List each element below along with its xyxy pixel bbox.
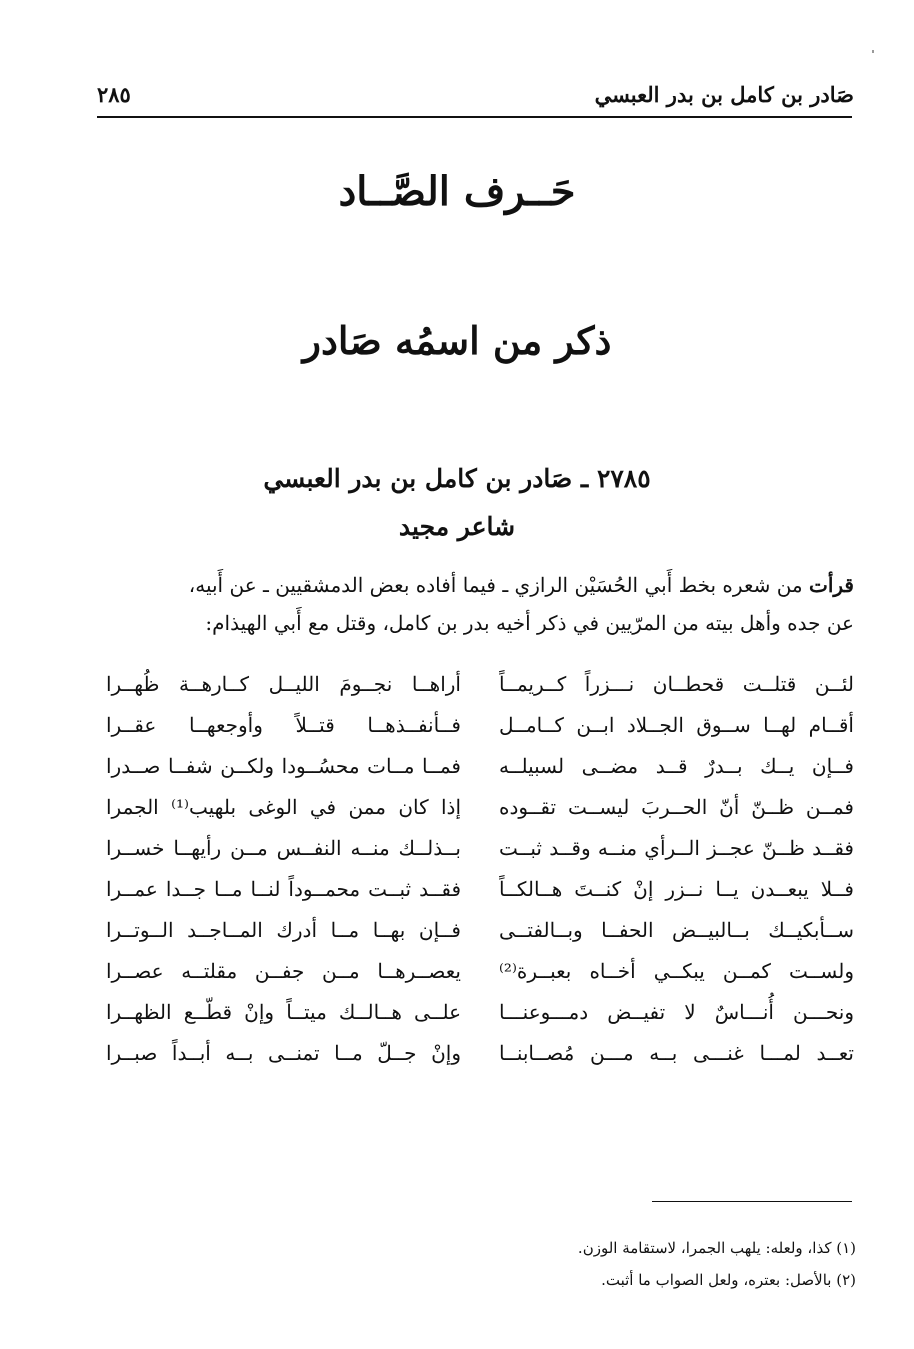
poem-verse-left: فــإن بهــا مــا أدرك المــاجــد الــوتــرا (106, 918, 461, 942)
intro-line-1-text: من شعره بخط أَبي الحُسَيْن الرازي ـ فيما أفاده بعض الدمشقيين ـ عن أَبيه، (188, 573, 803, 597)
poem-verse-left: فــأنفــذهــا قتــلاً وأوجعهــا عقــرا (106, 713, 461, 737)
poem-verse-right: ولســت كمــن يبكــي أخــاه بعبــرة⁽²⁾ (499, 959, 854, 983)
page-number: ٢٨٥ (97, 82, 131, 107)
footnote-2: (٢) بالأصل: بعتره، ولعل الصواب ما أثبت. (601, 1271, 856, 1289)
footnotes (436, 1232, 856, 1296)
poem-verse-right: ســأبكيــك بــالبيــض الحفــا وبــالفتــى (499, 918, 854, 942)
poem-verse-left: بــذلــك منــه النفــس مــن رأيهــا خســرا (106, 836, 461, 860)
poem-verse-right: تعــد لمـــا غنـــى بــه مـــن مُصــابنــا (499, 1041, 854, 1065)
header-rule (97, 116, 852, 118)
poem-verse-left: وإنْ جــلّ مــا تمنــى بــه أبــداً صبــرا (106, 1041, 461, 1065)
poem-verse-left: إذا كان ممن في الوغى بلهيب⁽¹⁾ الجمرا (106, 795, 461, 819)
poem-verse-left: فمــا مــات محسُــودا ولكــن شفــا صــدرا (106, 754, 461, 778)
poem-verse-left: علــى هــالــك ميتــاً وإنْ قطّــع الظهــرا (106, 1000, 461, 1024)
poem-verse-left: فقــد ثبــت محمــوداً لنــا مــا جــدا عمــرا (106, 877, 461, 901)
poem-verse-right: ونحـــن أُنـــاسٌ لا تفيــض دمـــوعنـــا (499, 1000, 854, 1024)
entry-subtitle: شاعر مجيد (398, 512, 516, 541)
poem-right-column (499, 664, 854, 1074)
intro-line-1 (72, 566, 854, 604)
section-title: ذكر من اسمُه صَادر (302, 318, 612, 363)
poem-verse-right: لئــن قتلــت قحطــان نـــزراً كــريمــاً (499, 672, 854, 696)
entry-heading: ٢٧٨٥ ـ صَادر بن كامل بن بدر العبسي (263, 464, 651, 493)
poem-verse-right: فمــن ظــنّ أنّ الحــربَ ليســت تقــوده (499, 795, 854, 819)
footnote-rule (652, 1201, 852, 1202)
footnote-1: (١) كذا، ولعله: يلهب الجمرا، لاستقامة الوزن. (577, 1239, 856, 1257)
poem-verse-right: فقــد ظــنّ عجــز الــرأي منــه وقــد ثبــت (499, 836, 854, 860)
intro-lead-word: قرأت (809, 573, 854, 597)
poem-left-column (106, 664, 461, 1074)
chapter-title: حَــرف الصَّــاد (338, 168, 576, 215)
poem-verse-left: يعصــرهــا مــن جفــن مقلتــه عصــرا (106, 959, 461, 983)
poem-verse-left: أراهــا نجــومَ الليــل كــارهــة ظُهــرا (106, 672, 461, 696)
running-title: صَادر بن كامل بن بدر العبسي (594, 82, 854, 107)
intro-paragraph (72, 566, 854, 642)
poem-verse-right: فــلا يبعــدن يــا نــزر إنْ كنــتَ هــالكــاً (499, 877, 854, 901)
intro-line-2: عن جده وأهل بيته من المرّيين في ذكر أخيه بدر بن كامل، وقتل مع أَبي الهيذام: (205, 611, 854, 635)
scan-speck (872, 50, 874, 53)
poem-verse-right: أقــام لهــا ســوق الجــلاد ابــن كــامــل (499, 713, 854, 737)
poem-verse-right: فــإن يــك بــدرٌ قــد مضــى لسبيلــه (499, 754, 854, 778)
